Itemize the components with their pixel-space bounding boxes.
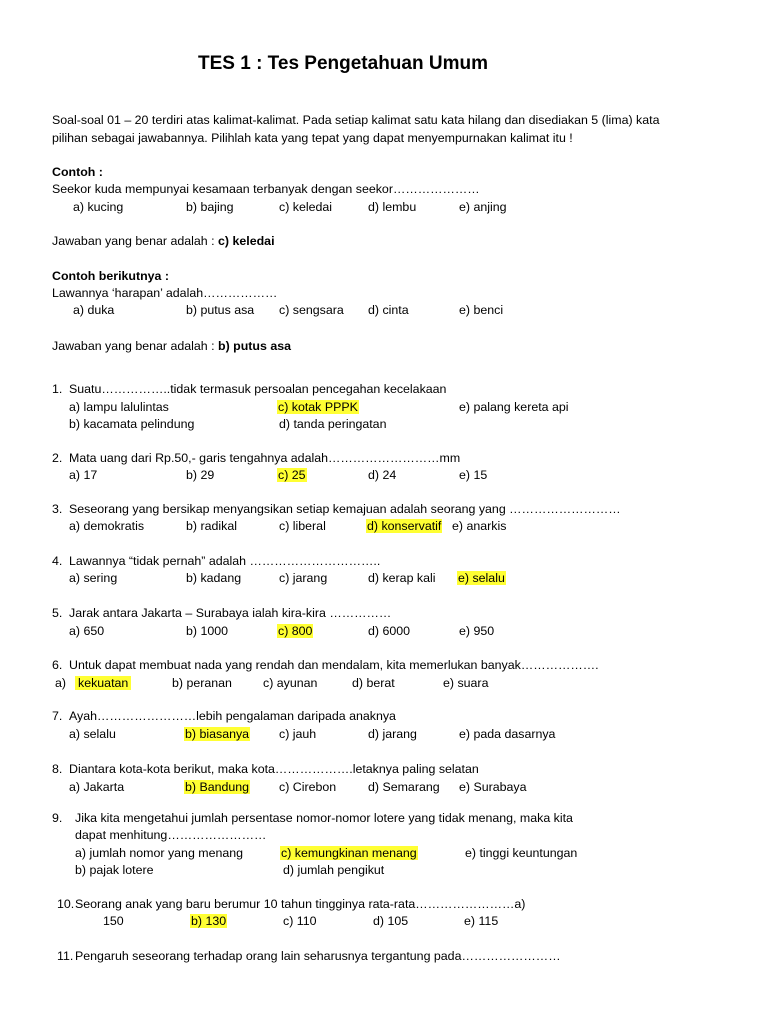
option-b: b) kadang [186,571,242,585]
option-c: c) jauh [279,727,317,741]
option-a: a) Jakarta [69,780,125,794]
option-d: d) 105 [373,914,409,928]
option-d: d) kerap kali [368,571,436,585]
example-option-a: a) kucing [73,200,124,214]
question-number: 9. [52,811,63,825]
option-c: c) liberal [279,519,326,533]
example-option-c: c) sengsara [279,303,344,317]
correct-answer-highlight: b) 130 [191,914,227,928]
instructions [52,111,684,147]
option-b: b) kacamata pelindung [69,417,195,431]
option-d: d) Semarang [368,780,440,794]
question-number: 1. [52,382,63,396]
example-option-b: b) putus asa [186,303,255,317]
correct-answer-highlight: d) konservatif [367,519,442,533]
option-c: c) jarang [279,571,328,585]
option-d: d) berat [352,676,395,690]
example-answer [52,233,275,249]
example-option-d: d) lembu [368,200,417,214]
example-answer-value: c) keledai [218,234,275,248]
option-e: e) suara [443,676,489,690]
correct-answer-highlight: e) selalu [458,571,505,585]
question-text-continued: dapat menhitung…………………… [75,828,267,842]
option-b [190,913,227,929]
instructions-line-1: Soal-soal 01 – 20 terdiri atas kalimat-kalimat. Pada setiap kalimat satu kata hilang dan disediakan 5 (lima) kata [52,113,660,127]
example-answer-prefix: Jawaban yang benar adalah : [52,339,219,353]
option-d: d) tanda peringatan [279,417,387,431]
example-question: Seekor kuda mempunyai kesamaan terbanyak dengan seekor………………… [52,182,480,196]
correct-answer-highlight: c) 800 [278,624,313,638]
question-text: Diantara kota-kota berikut, maka kota……………….letaknya paling selatan [69,762,479,776]
option-e: e) pada dasarnya [459,727,556,741]
example-question: Lawannya ‘harapan’ adalah……………… [52,286,278,300]
question-text: Jika kita mengetahui jumlah persentase nomor-nomor lotere yang tidak menang, maka kita [75,811,573,825]
option-c [280,845,418,861]
question-number: 6. [52,658,63,672]
option-a: 150 [103,914,124,928]
example-heading: Contoh : [52,165,103,179]
option-b: b) peranan [172,676,232,690]
option-e: e) anarkis [452,519,507,533]
option-a: a) jumlah nomor yang menang [75,846,244,860]
option-c: c) ayunan [263,676,318,690]
option-d: d) jarang [368,727,417,741]
option-b [184,726,250,742]
instructions-line-2: pilihan sebagai jawabannya. Pilihlah kata yang tepat yang dapat menyempurnakan kalimat itu ! [52,131,573,145]
option-a: a) selalu [69,727,116,741]
option-c: c) Cirebon [279,780,337,794]
option-d: d) 24 [368,468,397,482]
option-c: c) 110 [283,914,317,928]
question-number: 4. [52,554,63,568]
option-d [366,518,442,534]
question-number: 8. [52,762,63,776]
question-text: Suatu……………..tidak termasuk persoalan pencegahan kecelakaan [69,382,447,396]
example-option-e: e) anjing [459,200,507,214]
question-text: Ayah……………………lebih pengalaman daripada anaknya [69,709,396,723]
option-b: b) radikal [186,519,237,533]
question-text: Mata uang dari Rp.50,- garis tengahnya adalah………………………mm [69,451,461,465]
option-c [277,399,359,415]
question-number: 2. [52,451,63,465]
option-a-letter: a) [55,676,67,690]
option-e: e) tinggi keuntungan [465,846,578,860]
example-option-d: d) cinta [368,303,409,317]
question-number: 7. [52,709,63,723]
option-b: b) 29 [186,468,215,482]
correct-answer-highlight: kekuatan [75,676,131,690]
option-b: b) 1000 [186,624,229,638]
option-e: e) palang kereta api [459,400,569,414]
example-answer-value: b) putus asa [218,339,292,353]
correct-answer-highlight: c) 25 [278,468,306,482]
option-e [457,570,506,586]
option-e: e) Surabaya [459,780,527,794]
question-number: 5. [52,606,63,620]
question-text: Jarak antara Jakarta – Surabaya ialah kira-kira …………… [69,606,392,620]
option-a [75,675,131,691]
option-e: e) 115 [464,914,499,928]
question-text: Lawannya “tidak pernah” adalah ………………………….. [69,554,381,568]
option-a: a) demokratis [69,519,145,533]
question-number: 11. [57,949,74,963]
example-option-a: a) duka [73,303,115,317]
option-d: d) 6000 [368,624,411,638]
option-a: a) lampu lalulintas [69,400,169,414]
correct-answer-highlight: c) kotak PPPK [278,400,358,414]
option-e: e) 15 [459,468,488,482]
option-e: e) 950 [459,624,495,638]
option-a: a) 650 [69,624,105,638]
option-c [277,467,307,483]
option-c [277,623,313,639]
option-b: b) pajak lotere [75,863,154,877]
correct-answer-highlight: b) biasanya [185,727,250,741]
question-text: Seseorang yang bersikap menyangsikan setiap kemajuan adalah seorang yang ……………………… [69,502,621,516]
example-answer [52,338,291,354]
example-option-c: c) keledai [279,200,333,214]
example-option-e: e) benci [459,303,504,317]
question-number: 3. [52,502,63,516]
option-b [184,779,250,795]
option-a: a) 17 [69,468,98,482]
option-d: d) jumlah pengikut [283,863,385,877]
example-heading: Contoh berikutnya : [52,269,170,283]
correct-answer-highlight: b) Bandung [185,780,250,794]
example-answer-prefix: Jawaban yang benar adalah : [52,234,219,248]
page-title: TES 1 : Tes Pengetahuan Umum [198,53,488,74]
question-text: Seorang anak yang baru berumur 10 tahun tingginya rata-rata……………………a) [75,897,526,911]
correct-answer-highlight: c) kemungkinan menang [281,846,417,860]
question-text: Untuk dapat membuat nada yang rendah dan mendalam, kita memerlukan banyak………………. [69,658,599,672]
example-option-b: b) bajing [186,200,234,214]
option-a: a) sering [69,571,118,585]
question-text: Pengaruh seseorang terhadap orang lain seharusnya tergantung pada…………………… [75,949,561,963]
question-number: 10. [57,897,75,911]
